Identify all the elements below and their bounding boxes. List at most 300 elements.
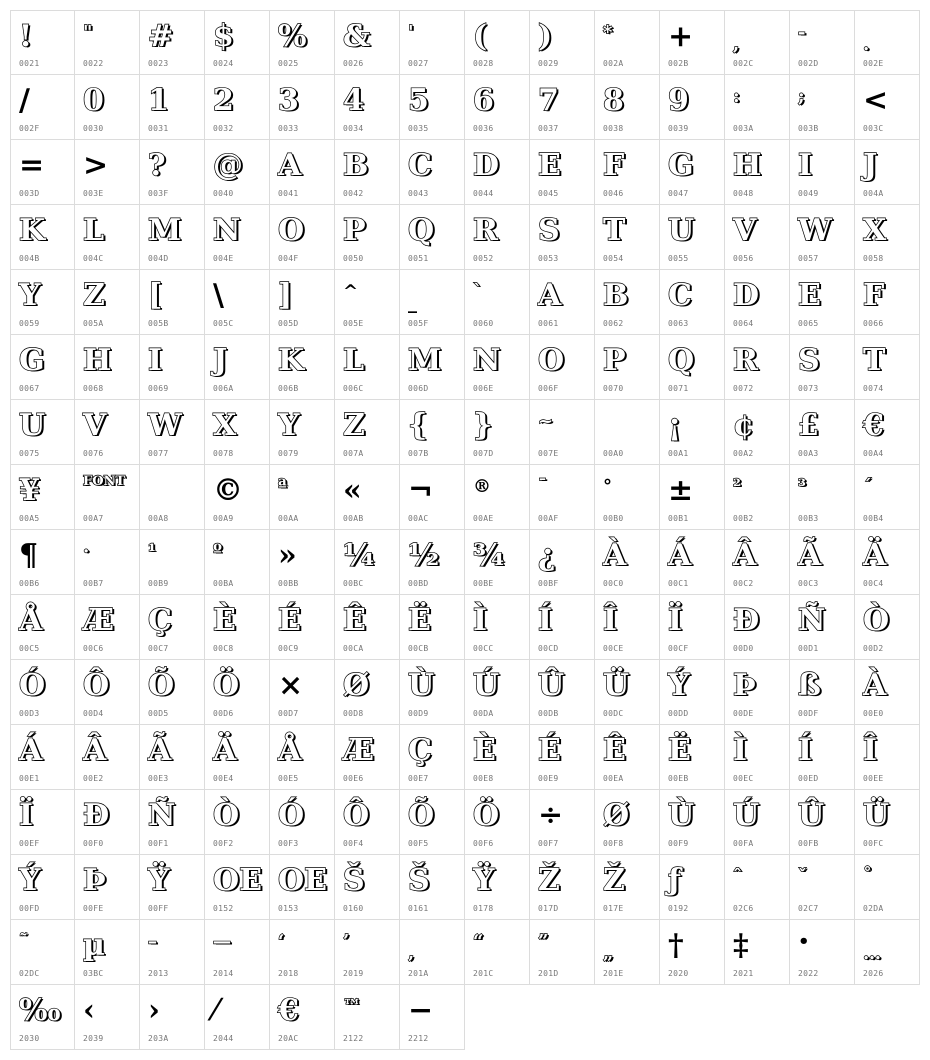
glyph-code: 003D — [19, 189, 40, 198]
glyph-code: 0052 — [473, 254, 494, 263]
glyph-cell-0068 — [75, 335, 140, 400]
glyph-code: 00D2 — [863, 644, 884, 653]
glyph-char: H — [83, 343, 112, 378]
glyph-char: − — [408, 993, 434, 1028]
glyph-char: Ç — [148, 603, 172, 638]
glyph-code: 00AB — [343, 514, 364, 523]
glyph-char: ‚ — [408, 943, 415, 964]
glyph-cell-00ab — [335, 465, 400, 530]
glyph-char: H — [733, 148, 762, 183]
glyph-cell-0042 — [335, 140, 400, 205]
glyph-code: 0178 — [473, 904, 494, 913]
glyph-code: 00FA — [733, 839, 754, 848]
glyph-cell-0057 — [790, 205, 855, 270]
glyph-code: 00FE — [83, 904, 104, 913]
glyph-cell-00dd — [660, 660, 725, 725]
glyph-cell-03bc — [75, 920, 140, 985]
glyph-cell-203a — [140, 985, 205, 1050]
glyph-code: 0038 — [603, 124, 624, 133]
glyph-code: 00D3 — [19, 709, 40, 718]
glyph-cell-00d1 — [790, 595, 855, 660]
glyph-char: € — [278, 993, 299, 1028]
glyph-char: Õ — [408, 798, 435, 833]
glyph-char: © — [213, 473, 243, 508]
glyph-cell-0078 — [205, 400, 270, 465]
glyph-code: 0076 — [83, 449, 104, 458]
glyph-char: P — [603, 343, 626, 378]
glyph-char: Ö — [473, 798, 500, 833]
glyph-code: 0030 — [83, 124, 104, 133]
glyph-char: Þ — [733, 668, 756, 703]
glyph-char: + — [668, 19, 694, 54]
glyph-char: V — [83, 408, 107, 443]
glyph-char: Ø — [603, 798, 630, 833]
glyph-code: 00CC — [473, 644, 494, 653]
glyph-cell-0047 — [660, 140, 725, 205]
glyph-code: 00C2 — [733, 579, 754, 588]
glyph-char: Ú — [733, 798, 760, 833]
glyph-char: 7 — [538, 83, 559, 118]
glyph-cell-005e — [335, 270, 400, 335]
glyph-code: 2026 — [863, 969, 884, 978]
glyph-code: 002C — [733, 59, 754, 68]
glyph-cell-0049 — [790, 140, 855, 205]
glyph-cell-0051 — [400, 205, 465, 270]
glyph-code: 0062 — [603, 319, 624, 328]
glyph-code: 2122 — [343, 1034, 364, 1043]
glyph-code: 0066 — [863, 319, 884, 328]
glyph-code: 004E — [213, 254, 234, 263]
glyph-char: Î — [863, 733, 878, 768]
glyph-cell-02da — [855, 855, 920, 920]
glyph-code: 006F — [538, 384, 559, 393]
glyph-cell-00c7 — [140, 595, 205, 660]
glyph-code: 00B7 — [83, 579, 104, 588]
glyph-table — [10, 10, 920, 1050]
glyph-cell-0061 — [530, 270, 595, 335]
glyph-code: 2014 — [213, 969, 234, 978]
glyph-char: › — [148, 993, 160, 1028]
glyph-code: 2020 — [668, 969, 689, 978]
glyph-code: 005C — [213, 319, 234, 328]
glyph-cell-00c3 — [790, 530, 855, 595]
glyph-cell-0063 — [660, 270, 725, 335]
glyph-cell-004e — [205, 205, 270, 270]
glyph-char: L — [83, 213, 105, 248]
glyph-cell-0073 — [790, 335, 855, 400]
glyph-char: ™ — [343, 996, 361, 1017]
glyph-char: Â — [83, 733, 107, 768]
glyph-code: 00C0 — [603, 579, 624, 588]
glyph-cell-003f — [140, 140, 205, 205]
glyph-cell-0055 — [660, 205, 725, 270]
glyph-char: Ô — [83, 668, 110, 703]
glyph-char: , — [733, 34, 740, 55]
glyph-code: 0050 — [343, 254, 364, 263]
glyph-code: 2018 — [278, 969, 299, 978]
glyph-cell-00a8 — [140, 465, 205, 530]
glyph-cell-00db — [530, 660, 595, 725]
glyph-char: Ž — [603, 863, 625, 898]
glyph-cell-2021 — [725, 920, 790, 985]
glyph-cell-00a9 — [205, 465, 270, 530]
glyph-code: 003A — [733, 124, 754, 133]
glyph-char: Ú — [473, 668, 500, 703]
glyph-char: 5 — [408, 83, 429, 118]
glyph-code: 0043 — [408, 189, 429, 198]
glyph-char: „ — [603, 943, 614, 964]
glyph-code: 0025 — [278, 59, 299, 68]
glyph-char: ® — [473, 476, 491, 497]
glyph-cell-00de — [725, 660, 790, 725]
glyph-cell-007e — [530, 400, 595, 465]
glyph-char: Ž — [538, 863, 560, 898]
glyph-cell-00f7 — [530, 790, 595, 855]
glyph-code: 00F1 — [148, 839, 169, 848]
glyph-char: N — [473, 343, 501, 378]
glyph-cell-00d3 — [10, 660, 75, 725]
glyph-char: × — [278, 668, 304, 703]
glyph-cell-2013 — [140, 920, 205, 985]
glyph-char: K — [278, 343, 305, 378]
glyph-code: 00A5 — [19, 514, 40, 523]
glyph-code: 0028 — [473, 59, 494, 68]
glyph-char: Ù — [408, 668, 435, 703]
glyph-char: Õ — [148, 668, 175, 703]
glyph-char: B — [603, 278, 629, 313]
glyph-char: U — [19, 408, 46, 443]
glyph-char: Ü — [603, 668, 630, 703]
glyph-code: 00A8 — [148, 514, 169, 523]
glyph-char: ¿ — [538, 538, 556, 573]
glyph-code: 004B — [19, 254, 40, 263]
glyph-char: > — [83, 148, 109, 183]
glyph-code: 0152 — [213, 904, 234, 913]
glyph-code: 002A — [603, 59, 624, 68]
glyph-code: 00A9 — [213, 514, 234, 523]
glyph-char: E — [538, 148, 561, 183]
glyph-char: Æ — [83, 603, 115, 638]
glyph-cell-02c7 — [790, 855, 855, 920]
glyph-code: 0036 — [473, 124, 494, 133]
glyph-char: Ð — [83, 798, 110, 833]
glyph-code: 00B0 — [603, 514, 624, 523]
glyph-cell-002e — [855, 10, 920, 75]
glyph-cell-004c — [75, 205, 140, 270]
glyph-cell-201d — [530, 920, 595, 985]
glyph-cell-00af — [530, 465, 595, 530]
glyph-char: ¡ — [668, 408, 682, 443]
glyph-cell-00ba — [205, 530, 270, 595]
glyph-char: Ò — [213, 798, 240, 833]
glyph-code: 2030 — [19, 1034, 40, 1043]
glyph-cell-00c5 — [10, 595, 75, 660]
glyph-char: ˇ — [798, 866, 807, 887]
glyph-cell-00ae — [465, 465, 530, 530]
glyph-code: 0065 — [798, 319, 819, 328]
glyph-cell-2019 — [335, 920, 400, 985]
glyph-cell-00ee — [855, 725, 920, 790]
glyph-char: Ý — [668, 668, 690, 703]
glyph-cell-0064 — [725, 270, 790, 335]
glyph-cell-00b2 — [725, 465, 790, 530]
glyph-cell-2026 — [855, 920, 920, 985]
glyph-char: ` — [473, 281, 482, 302]
glyph-code: 00A7 — [83, 514, 104, 523]
glyph-char: ² — [733, 476, 741, 497]
glyph-char: 8 — [603, 83, 624, 118]
glyph-cell-00eb — [660, 725, 725, 790]
glyph-code: 0079 — [278, 449, 299, 458]
glyph-char: ¶ — [19, 538, 39, 573]
glyph-char: ’ — [343, 931, 350, 952]
glyph-cell-004d — [140, 205, 205, 270]
glyph-char: S — [538, 213, 560, 248]
glyph-code: 201E — [603, 969, 624, 978]
glyph-char: B — [343, 148, 369, 183]
glyph-cell-0044 — [465, 140, 530, 205]
glyph-code: 203A — [148, 1034, 169, 1043]
glyph-char: – — [148, 931, 157, 952]
glyph-cell-0058 — [855, 205, 920, 270]
glyph-char: ‹ — [83, 993, 95, 1028]
glyph-char: _ — [408, 293, 417, 314]
glyph-cell-00ef — [10, 790, 75, 855]
glyph-cell-00bc — [335, 530, 400, 595]
glyph-char: S — [798, 343, 820, 378]
glyph-code: 0051 — [408, 254, 429, 263]
glyph-char: Ñ — [148, 798, 176, 833]
glyph-char: À — [863, 668, 887, 703]
glyph-char: Ý — [19, 863, 41, 898]
glyph-code: 00DC — [603, 709, 624, 718]
glyph-char: : — [733, 86, 740, 107]
glyph-code: 0078 — [213, 449, 234, 458]
glyph-char: @ — [213, 148, 243, 183]
glyph-cell-00b9 — [140, 530, 205, 595]
glyph-cell-00c1 — [660, 530, 725, 595]
glyph-cell-00fe — [75, 855, 140, 920]
glyph-code: 00F8 — [603, 839, 624, 848]
glyph-code: 0072 — [733, 384, 754, 393]
glyph-code: 02DC — [19, 969, 40, 978]
glyph-char: ¹ — [148, 541, 156, 562]
glyph-cell-0021 — [10, 10, 75, 75]
glyph-cell-00c4 — [855, 530, 920, 595]
glyph-char: Q — [668, 343, 695, 378]
glyph-cell-00be — [465, 530, 530, 595]
glyph-code: 004D — [148, 254, 169, 263]
glyph-char: 3 — [278, 83, 299, 118]
glyph-cell-00b0 — [595, 465, 660, 530]
glyph-code: 00C1 — [668, 579, 689, 588]
glyph-char: Z — [83, 278, 105, 313]
glyph-code: 0029 — [538, 59, 559, 68]
glyph-cell-2020 — [660, 920, 725, 985]
glyph-cell-00cd — [530, 595, 595, 660]
glyph-cell-00aa — [270, 465, 335, 530]
glyph-char: Y — [278, 408, 300, 443]
glyph-code: 0027 — [408, 59, 429, 68]
glyph-code: 0077 — [148, 449, 169, 458]
glyph-cell-00ce — [595, 595, 660, 660]
glyph-code: 0045 — [538, 189, 559, 198]
glyph-char: X — [863, 213, 887, 248]
glyph-code: 00EC — [733, 774, 754, 783]
glyph-code: 2212 — [408, 1034, 429, 1043]
glyph-char: Ã — [148, 733, 172, 768]
glyph-code: 00E1 — [19, 774, 40, 783]
glyph-cell-0076 — [75, 400, 140, 465]
glyph-char: 1 — [148, 83, 169, 118]
glyph-char: ˜ — [19, 931, 28, 952]
glyph-cell-0029 — [530, 10, 595, 75]
glyph-cell-006f — [530, 335, 595, 400]
glyph-cell-00b6 — [10, 530, 75, 595]
glyph-char: $ — [213, 19, 234, 54]
glyph-code: 201C — [473, 969, 494, 978]
glyph-code: 00DB — [538, 709, 559, 718]
glyph-code: 2044 — [213, 1034, 234, 1043]
glyph-code: 00E7 — [408, 774, 429, 783]
glyph-code: 0053 — [538, 254, 559, 263]
glyph-char: — — [213, 931, 231, 952]
glyph-cell-0041 — [270, 140, 335, 205]
glyph-char: ^ — [343, 281, 359, 302]
glyph-char: É — [538, 733, 561, 768]
glyph-code: 0031 — [148, 124, 169, 133]
glyph-char: < — [863, 83, 889, 118]
glyph-char: ´ — [863, 476, 872, 497]
glyph-char: } — [473, 408, 493, 443]
glyph-code: 00D0 — [733, 644, 754, 653]
glyph-cell-00cb — [400, 595, 465, 660]
glyph-char: ? — [148, 148, 166, 183]
glyph-cell-02c6 — [725, 855, 790, 920]
glyph-char: A — [538, 278, 562, 313]
glyph-cell-2122 — [335, 985, 400, 1050]
glyph-code: 0192 — [668, 904, 689, 913]
glyph-char: ½ — [408, 538, 440, 573]
glyph-code: 0048 — [733, 189, 754, 198]
glyph-char: R — [733, 343, 758, 378]
glyph-cell-004b — [10, 205, 75, 270]
glyph-char: Ÿ — [473, 863, 495, 898]
glyph-code: 00E4 — [213, 774, 234, 783]
glyph-char: Ô — [343, 798, 370, 833]
glyph-cell-00f3 — [270, 790, 335, 855]
glyph-cell-0059 — [10, 270, 75, 335]
glyph-code: 2022 — [798, 969, 819, 978]
glyph-cell-2044 — [205, 985, 270, 1050]
glyph-code: 0046 — [603, 189, 624, 198]
glyph-cell-005d — [270, 270, 335, 335]
glyph-code: 003F — [148, 189, 169, 198]
glyph-char: Ñ — [798, 603, 826, 638]
glyph-code: 005B — [148, 319, 169, 328]
glyph-code: 00A2 — [733, 449, 754, 458]
glyph-code: 0037 — [538, 124, 559, 133]
glyph-cell-00d7 — [270, 660, 335, 725]
glyph-code: 006D — [408, 384, 429, 393]
glyph-char: Ç — [408, 733, 432, 768]
glyph-code: 00A0 — [603, 449, 624, 458]
glyph-cell-00b4 — [855, 465, 920, 530]
glyph-code: 0060 — [473, 319, 494, 328]
glyph-code: 00BB — [278, 579, 299, 588]
glyph-cell-0043 — [400, 140, 465, 205]
glyph-code: 0074 — [863, 384, 884, 393]
glyph-cell-00c8 — [205, 595, 270, 660]
glyph-cell-0050 — [335, 205, 400, 270]
glyph-cell-00e1 — [10, 725, 75, 790]
glyph-code: 00C4 — [863, 579, 884, 588]
glyph-char: W — [798, 213, 832, 248]
glyph-char: ˚ — [863, 866, 872, 887]
glyph-code: 0022 — [83, 59, 104, 68]
glyph-cell-0070 — [595, 335, 660, 400]
glyph-cell-007d — [465, 400, 530, 465]
glyph-cell-0152 — [205, 855, 270, 920]
glyph-char: Í — [538, 603, 553, 638]
glyph-cell-0035 — [400, 75, 465, 140]
glyph-cell-2030 — [10, 985, 75, 1050]
glyph-cell-00c2 — [725, 530, 790, 595]
glyph-cell-0052 — [465, 205, 530, 270]
glyph-code: 0044 — [473, 189, 494, 198]
glyph-cell-00d0 — [725, 595, 790, 660]
glyph-cell-0025 — [270, 10, 335, 75]
glyph-char: Ó — [19, 668, 46, 703]
glyph-char: Ë — [408, 603, 431, 638]
glyph-code: 00E9 — [538, 774, 559, 783]
glyph-char: I — [148, 343, 163, 378]
glyph-char: Ã — [798, 538, 822, 573]
glyph-char: Ù — [668, 798, 695, 833]
glyph-cell-0060 — [465, 270, 530, 335]
glyph-char: * — [603, 22, 613, 43]
glyph-cell-003a — [725, 75, 790, 140]
glyph-cell-0072 — [725, 335, 790, 400]
glyph-code: 00AE — [473, 514, 494, 523]
glyph-cell-0032 — [205, 75, 270, 140]
glyph-code: 00ED — [798, 774, 819, 783]
glyph-char: U — [668, 213, 695, 248]
glyph-cell-00d6 — [205, 660, 270, 725]
glyph-cell-0192 — [660, 855, 725, 920]
glyph-char: 0 — [83, 83, 104, 118]
glyph-cell-201c — [465, 920, 530, 985]
glyph-char: Ü — [863, 798, 890, 833]
glyph-code: 00C3 — [798, 579, 819, 588]
glyph-code: 0024 — [213, 59, 234, 68]
glyph-cell-00cf — [660, 595, 725, 660]
glyph-char: Ï — [668, 603, 683, 638]
glyph-code: 00E5 — [278, 774, 299, 783]
glyph-code: 00B1 — [668, 514, 689, 523]
glyph-cell-0069 — [140, 335, 205, 400]
glyph-char: D — [733, 278, 760, 313]
glyph-char: Å — [278, 733, 302, 768]
glyph-char: Î — [603, 603, 618, 638]
glyph-char: " — [83, 22, 93, 43]
glyph-cell-0178 — [465, 855, 530, 920]
glyph-cell-00e0 — [855, 660, 920, 725]
glyph-code: 002F — [19, 124, 40, 133]
glyph-cell-00ac — [400, 465, 465, 530]
glyph-code: 003C — [863, 124, 884, 133]
glyph-char: J — [213, 343, 228, 378]
